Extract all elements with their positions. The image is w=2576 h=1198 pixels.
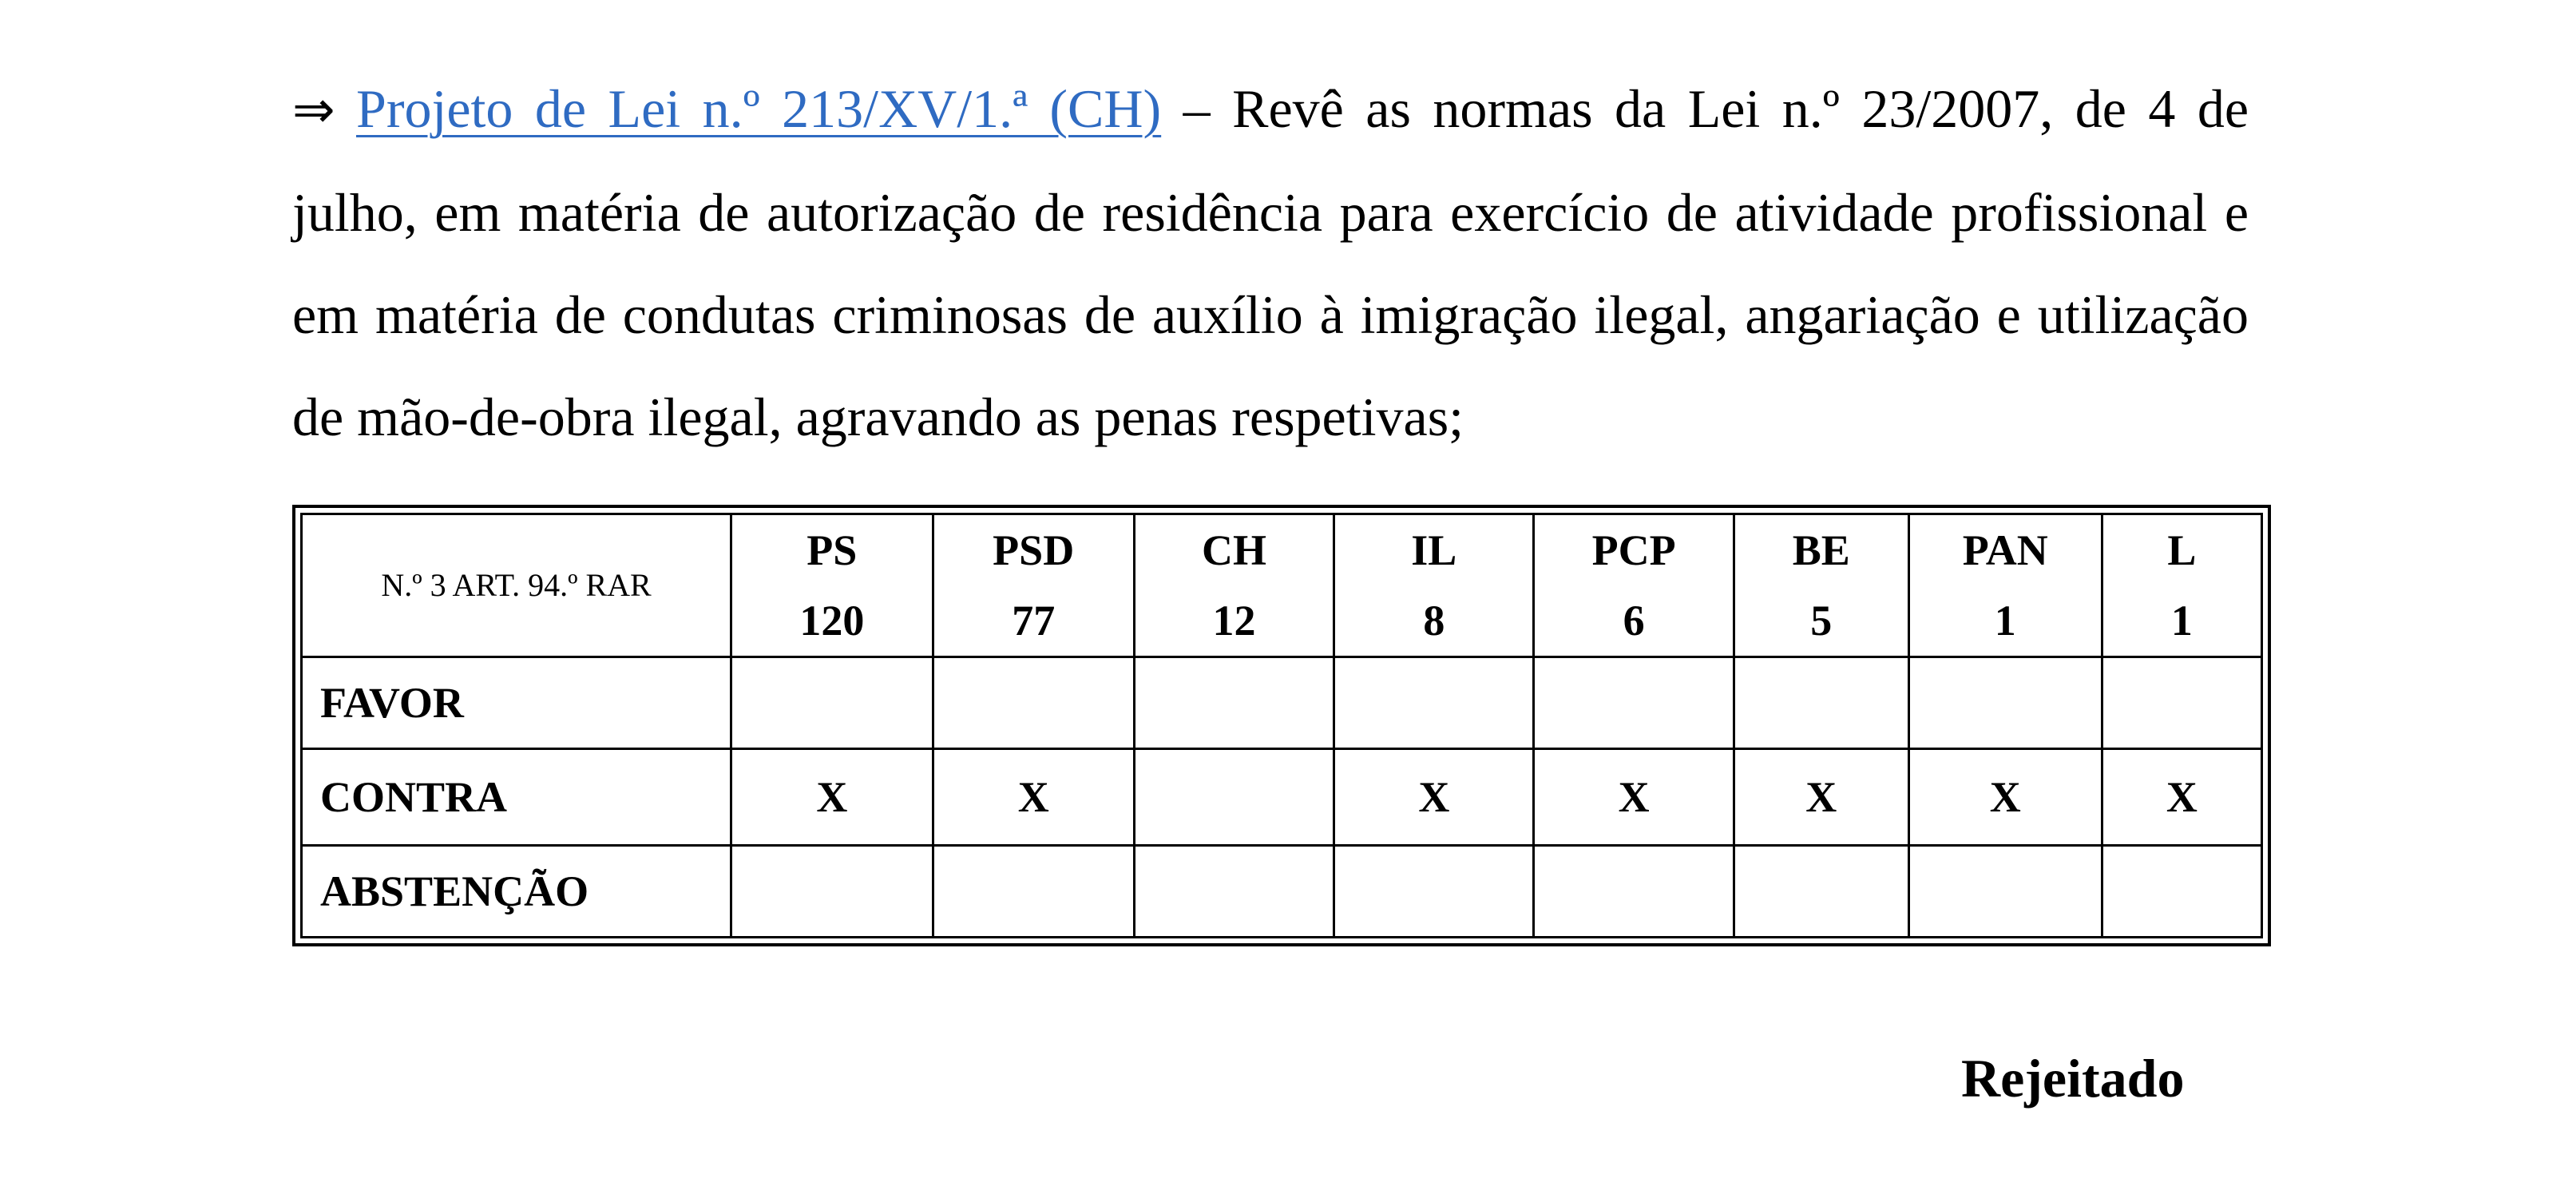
vote-cell <box>2102 846 2261 938</box>
party-header-be: BE 5 <box>1734 514 1908 657</box>
table-header-row <box>302 514 2262 657</box>
vote-cell: X <box>2102 749 2261 846</box>
arrow-bullet-icon: ⇒ <box>292 81 335 140</box>
row-label: CONTRA <box>302 749 731 846</box>
vote-cell <box>1134 749 1334 846</box>
vote-cell: X <box>1908 749 2102 846</box>
table-row-favor <box>302 657 2262 749</box>
party-header-ch: CH 12 <box>1134 514 1334 657</box>
party-header-pcp: PCP 6 <box>1534 514 1734 657</box>
header-label: N.º 3 ART. 94.º RAR <box>302 514 731 657</box>
vote-cell: X <box>1534 749 1734 846</box>
vote-cell <box>933 657 1134 749</box>
vote-cell <box>1734 846 1908 938</box>
vote-cell <box>731 657 933 749</box>
table-row-abstencao <box>302 846 2262 938</box>
row-label: ABSTENÇÃO <box>302 846 731 938</box>
bill-link[interactable]: Projeto de Lei n.º 213/XV/1.ª (CH) <box>356 78 1162 139</box>
vote-cell <box>1908 657 2102 749</box>
vote-cell <box>1534 846 1734 938</box>
party-header-l: L 1 <box>2102 514 2261 657</box>
bill-item <box>292 58 2249 468</box>
vote-cell <box>1734 657 1908 749</box>
vote-cell <box>1134 846 1334 938</box>
vote-cell: X <box>933 749 1134 846</box>
vote-cell <box>1534 657 1734 749</box>
vote-result: Rejeitado <box>1961 1048 2185 1109</box>
vote-cell <box>933 846 1134 938</box>
party-header-pan: PAN 1 <box>1908 514 2102 657</box>
vote-cell <box>1908 846 2102 938</box>
vote-cell <box>731 846 933 938</box>
table-row-contra <box>302 749 2262 846</box>
party-header-il: IL 8 <box>1334 514 1534 657</box>
vote-cell <box>2102 657 2261 749</box>
vote-cell: X <box>1334 749 1534 846</box>
vote-table <box>292 505 2271 946</box>
vote-cell: X <box>1734 749 1908 846</box>
vote-cell <box>1334 657 1534 749</box>
bill-description: – Revê as normas da Lei n.º 23/2007, de 4 de julho, em matéria de autorização de residência para exercício de atividade profissional e em matéria de condutas criminosas de auxílio à imigração ilegal, angariação e utilização de mão-de-obra ilegal, agravando as penas respetivas; <box>292 78 2249 447</box>
party-header-psd: PSD 77 <box>933 514 1134 657</box>
vote-cell <box>1134 657 1334 749</box>
row-label: FAVOR <box>302 657 731 749</box>
vote-cell <box>1334 846 1534 938</box>
vote-cell: X <box>731 749 933 846</box>
party-header-ps: PS 120 <box>731 514 933 657</box>
